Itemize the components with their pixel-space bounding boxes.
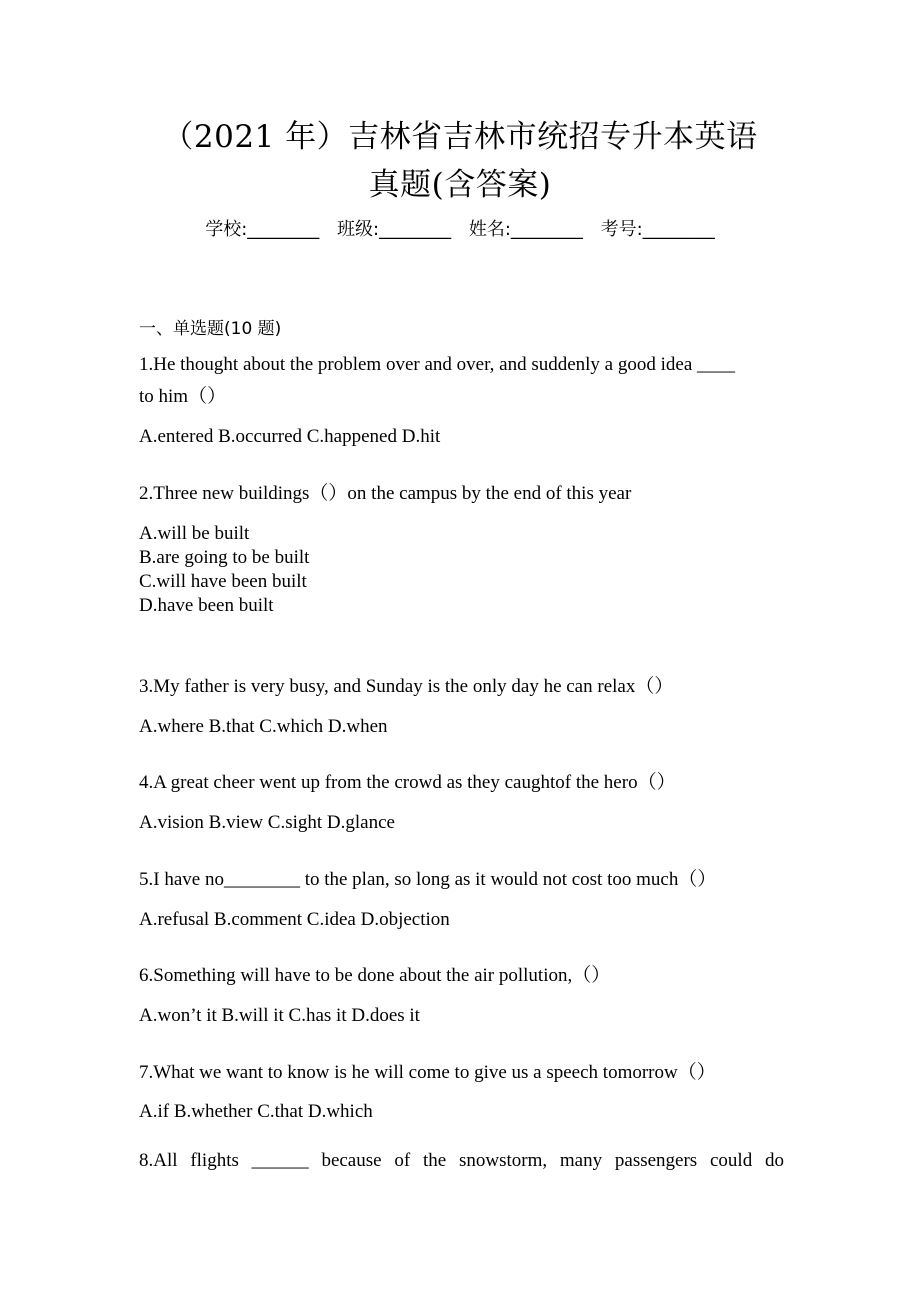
section-heading: 一、单选题(10 题)	[139, 319, 282, 339]
question-1-stem-line-2: to him（）	[139, 386, 227, 407]
school-field: 学校:________	[205, 219, 320, 240]
question-2-option-b: B.are going to be built	[139, 547, 310, 568]
exam-number-field: 考号:________	[600, 219, 715, 240]
question-5-options: A.refusal B.comment C.idea D.objection	[139, 909, 450, 930]
question-2-stem: 2.Three new buildings（）on the campus by the end of this year	[139, 483, 632, 504]
question-5-stem: 5.I have no________ to the plan, so long as it would not cost too much（）	[139, 869, 717, 890]
name-field: 姓名:________	[468, 219, 583, 240]
class-field: 班级:________	[337, 219, 452, 240]
question-4-stem: 4.A great cheer went up from the crowd as they caughtof the hero（）	[139, 772, 676, 793]
student-info-line	[100, 216, 820, 244]
question-6-options: A.won’t it B.will it C.has it D.does it	[139, 1005, 420, 1026]
document-title-line-2: 真题(含答案)	[368, 167, 552, 203]
question-1-options: A.entered B.occurred C.happened D.hit	[139, 426, 441, 447]
question-1-stem-line-1: 1.He thought about the problem over and over, and suddenly a good idea ____	[139, 354, 736, 375]
question-2-option-c: C.will have been built	[139, 571, 307, 592]
question-6-stem: 6.Something will have to be done about the air pollution,（）	[139, 965, 611, 986]
question-2-option-d: D.have been built	[139, 595, 274, 616]
question-3-stem: 3.My father is very busy, and Sunday is the only day he can relax（）	[139, 676, 674, 697]
question-8-stem-line-1: 8.All flights ______ because of the snowstorm, many passengers could do	[139, 1150, 784, 1171]
question-4-options: A.vision B.view C.sight D.glance	[139, 812, 395, 833]
question-2-option-a: A.will be built	[139, 523, 250, 544]
document-title-line-1: （2021 年）吉林省吉林市统招专升本英语	[162, 119, 758, 155]
question-3-options: A.where B.that C.which D.when	[139, 716, 388, 737]
question-7-stem: 7.What we want to know is he will come to give us a speech tomorrow（）	[139, 1062, 716, 1083]
question-7-options: A.if B.whether C.that D.which	[139, 1101, 373, 1122]
